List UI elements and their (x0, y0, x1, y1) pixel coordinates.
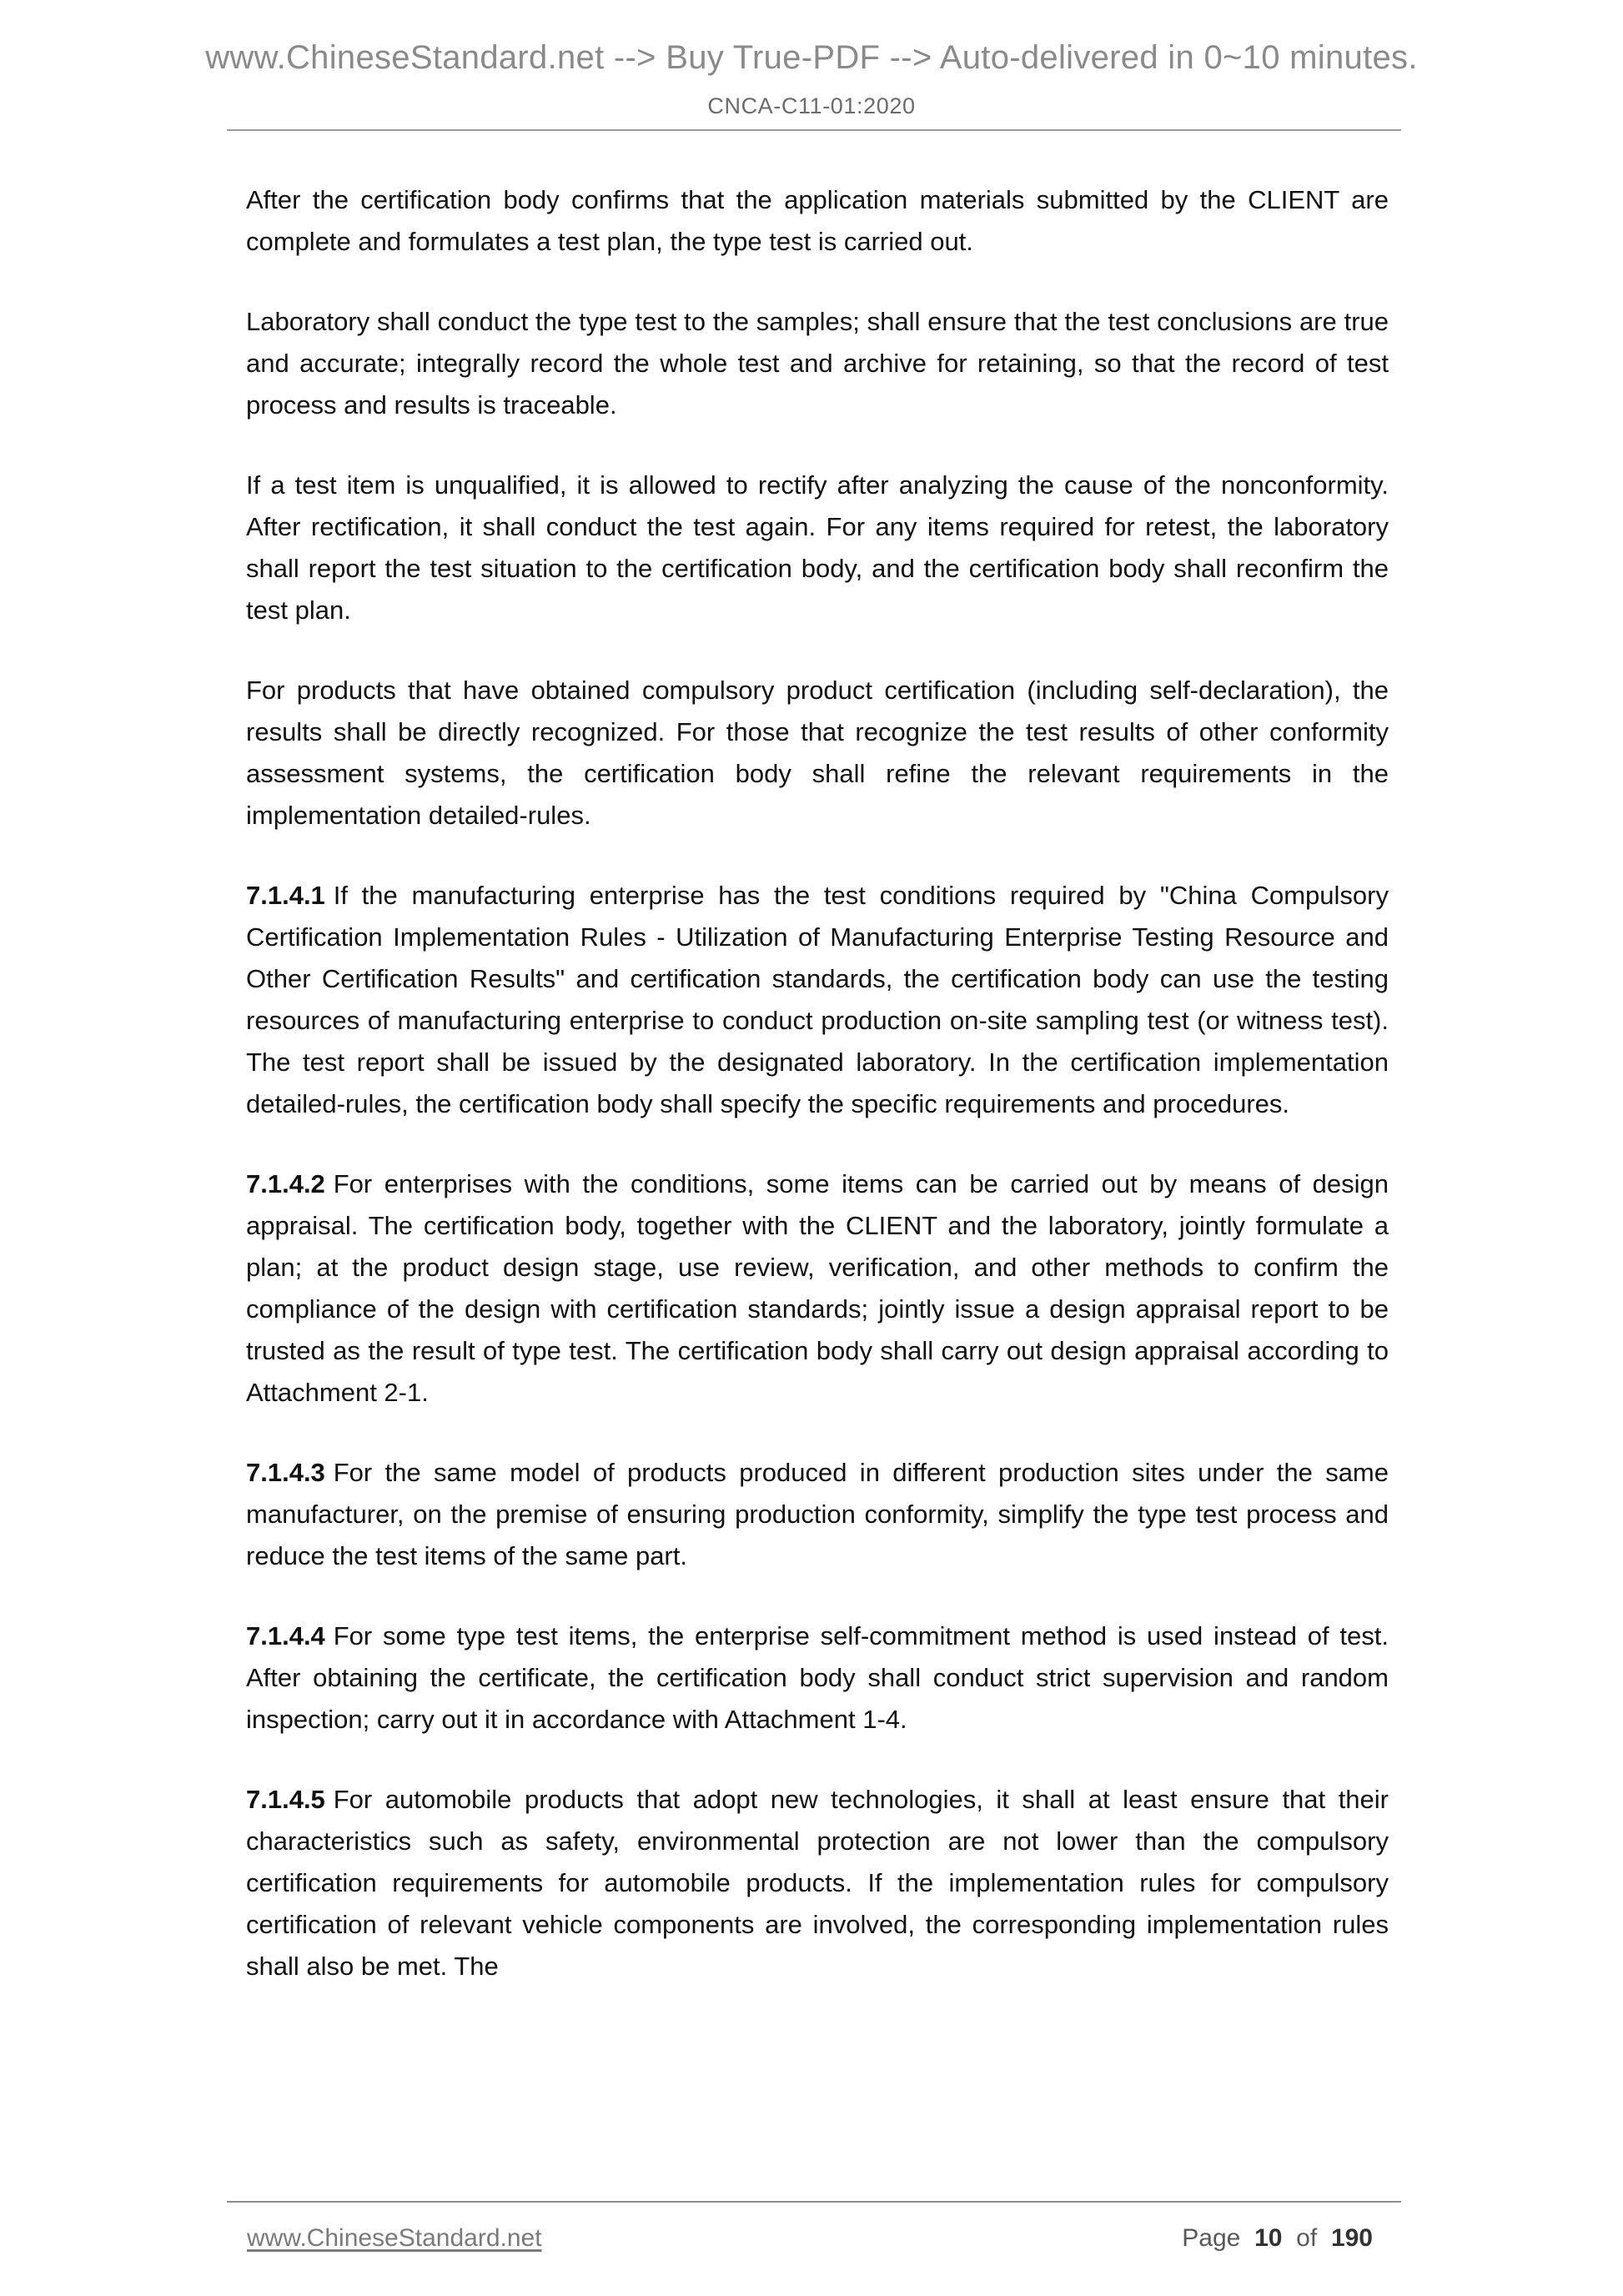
document-body (0, 131, 1623, 2201)
paragraph-text: Laboratory shall conduct the type test to the samples; shall ensure that the test conclusions are true and accurate; integrally record the whole test and archive for retaining, so that the record of test process and results is traceable. (246, 307, 1389, 420)
document-code: CNCA-C11-01:2020 (707, 93, 916, 118)
page-footer (0, 2201, 1623, 2296)
paragraph (246, 1779, 1389, 1987)
footer-divider (227, 2201, 1401, 2203)
paragraph-text: If a test item is unqualified, it is allowed to rectify after analyzing the cause of the nonconformity. After rectification, it shall conduct the test again. For any items required for retest, the laboratory shall report the test situation to the certification body, and the certification body shall reconfirm the test plan. (246, 470, 1389, 625)
section-number: 7.1.4.2 (246, 1169, 325, 1198)
paragraph (246, 301, 1389, 426)
paragraph (246, 670, 1389, 837)
page-prefix-label: Page (1182, 2224, 1241, 2252)
section-number: 7.1.4.5 (246, 1785, 325, 1814)
footer-row (247, 2224, 1373, 2253)
paragraph-text: For enterprises with the conditions, some items can be carried out by means of design appraisal. The certification body, together with the CLIENT and the laboratory, jointly formulate a plan; at the product design stage, use review, verification, and other methods to confirm the compliance of the design with certification standards; jointly issue a design appraisal report to be trusted as the result of type test. The certification body shall carry out design appraisal according to Attachment 2-1. (246, 1169, 1389, 1407)
of-label: of (1296, 2224, 1318, 2252)
paragraph (246, 875, 1389, 1125)
paragraph-text: For the same model of products produced in different production sites under the same manufacturer, on the premise of ensuring production conformity, simplify the type test process and reduce the test items of the same part. (246, 1458, 1389, 1570)
page-header (0, 0, 1623, 131)
paragraph-text: For automobile products that adopt new technologies, it shall at least ensure that their characteristics such as safety, environmental protection are not lower than the compulsory certification requirements for automobile products. If the implementation rules for compulsory certification of relevant vehicle components are involved, the corresponding implementation rules shall also be met. The (246, 1785, 1389, 1981)
section-number: 7.1.4.4 (246, 1621, 325, 1650)
paragraph (246, 1452, 1389, 1577)
total-page-number: 190 (1330, 2224, 1373, 2252)
footer-site-link[interactable]: www.ChineseStandard.net (247, 2224, 542, 2252)
page-indicator (1182, 2224, 1373, 2253)
section-number: 7.1.4.3 (246, 1458, 325, 1487)
paragraph-text: For products that have obtained compulsory product certification (including self-declaration), the results shall be directly recognized. For those that recognize the test results of other conformity assessment systems, the certification body shall refine the relevant requirements in the implementation detailed-rules. (246, 676, 1389, 830)
current-page-number: 10 (1254, 2224, 1283, 2252)
paragraph (246, 1615, 1389, 1741)
header-promo-text: www.ChineseStandard.net --> Buy True-PDF --> Auto-delivered in 0~10 minutes. (205, 39, 1418, 76)
paragraph (246, 1163, 1389, 1414)
paragraph-text: For some type test items, the enterprise self-commitment method is used instead of test. After obtaining the certificate, the certification body shall conduct strict supervision and random inspection; carry out it in accordance with Attachment 1-4. (246, 1621, 1389, 1734)
section-number: 7.1.4.1 (246, 881, 325, 910)
paragraph (246, 465, 1389, 631)
paragraph-text: If the manufacturing enterprise has the test conditions required by "China Compulsory Certification Implementation Rules - Utilization of Manufacturing Enterprise Testing Resource and Other Certification Results" and certification standards, the certification body can use the testing resources of manufacturing enterprise to conduct production on-site sampling test (or witness test). The test report shall be issued by the designated laboratory. In the certification implementation detailed-rules, the certification body shall specify the specific requirements and procedures. (246, 881, 1389, 1118)
paragraph (246, 179, 1389, 263)
paragraph-text: After the certification body confirms that the application materials submitted by the CLIENT are complete and formulates a test plan, the type test is carried out. (246, 185, 1389, 256)
